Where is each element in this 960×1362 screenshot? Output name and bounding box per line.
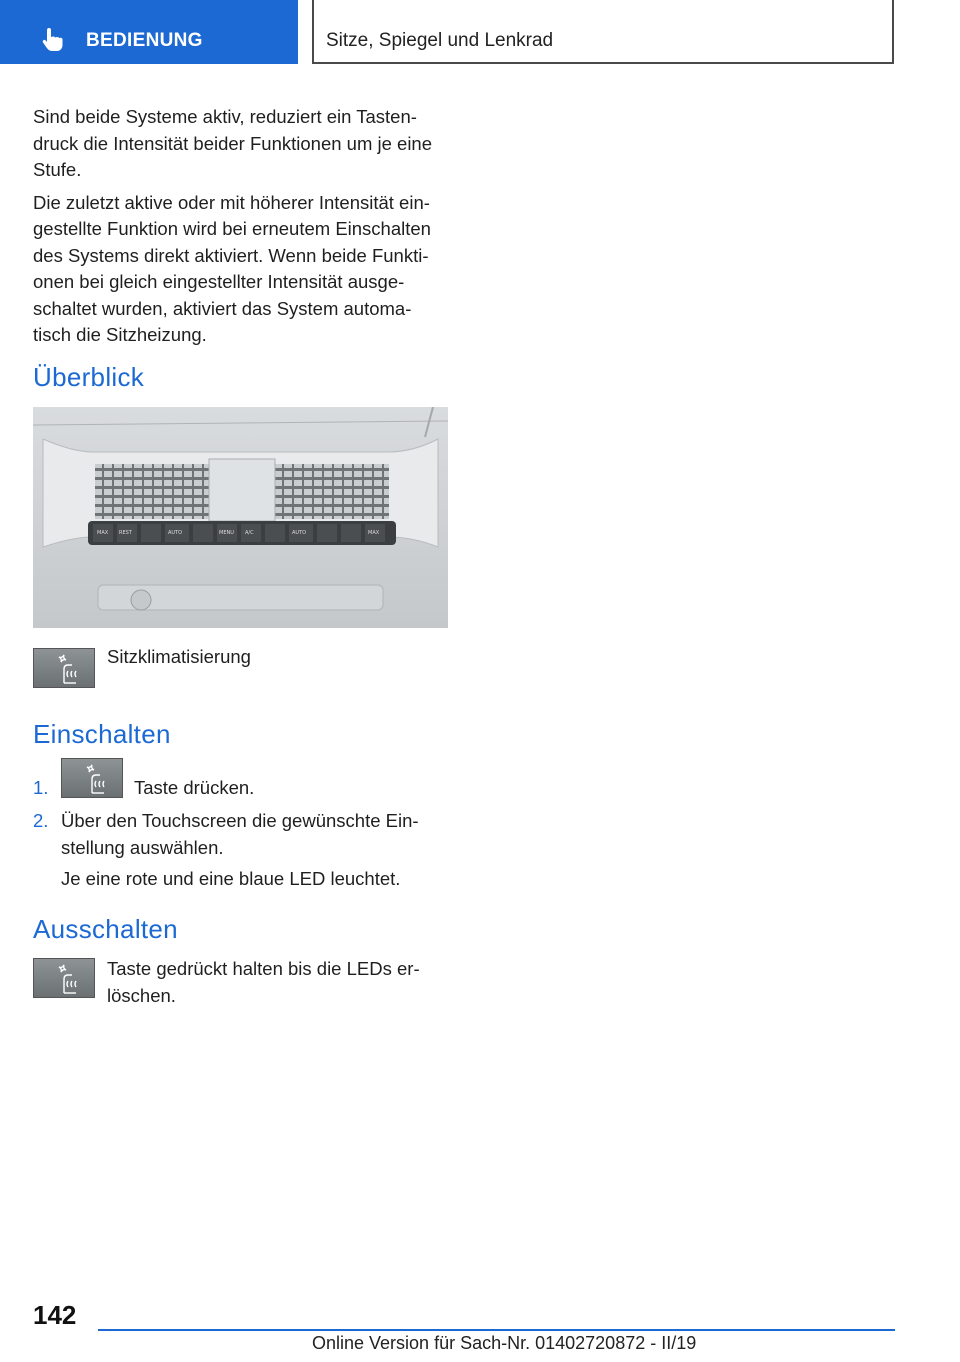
intro-block [33, 104, 449, 349]
footer-rule [98, 1329, 895, 1331]
svg-text:MENU: MENU [219, 530, 234, 536]
intro-paragraph-2: Die zuletzt aktive oder mit höherer Intensität ein‐gestellte Funktion wird bei erneutem Einschalten des Systems direkt aktiviert. Wenn beide Funkti‐onen bei gleich eingestellter Intensität ausge‐schaltet wurden, aktiviert das System automa‐tisch die Sitzheizung. [33, 191, 431, 345]
svg-text:A/C: A/C [245, 530, 254, 536]
switch-off-text: Taste gedrückt halten bis die LEDs er‐löschen. [107, 958, 420, 1006]
chapter-title: Sitze, Spiegel und Lenkrad [326, 30, 554, 51]
icon-caption: Sitzklimatisierung [107, 646, 251, 667]
heading-switch-off: Ausschalten [33, 914, 178, 944]
step-text-2: Über den Touchscreen die gewünschte Ein‐stellung auswählen. [61, 810, 419, 858]
section-tab[interactable] [0, 0, 298, 64]
step-text-1: Taste drücken. [134, 777, 255, 798]
heading-overview: Überblick [33, 362, 145, 392]
chapter-header [312, 0, 894, 64]
seat-ventilation-icon [33, 648, 95, 688]
seat-ventilation-icon [61, 758, 123, 798]
intro-paragraph-1: Sind beide Systeme aktiv, reduziert ein Tasten‐druck die Intensität beider Funktionen um je eine Stufe. [33, 106, 433, 180]
seat-ventilation-icon [33, 958, 95, 998]
step-number-2: 2. [33, 810, 49, 831]
step-note: Je eine rote und eine blaue LED leuchtet. [61, 868, 401, 889]
climate-panel-photo [33, 407, 448, 628]
svg-text:AUTO: AUTO [292, 530, 307, 536]
hand-pointer-icon [40, 26, 66, 52]
heading-switch-on: Einschalten [33, 719, 171, 749]
step-number-1: 1. [33, 777, 49, 798]
section-label: BEDIENUNG [86, 30, 203, 51]
svg-text:MAX: MAX [97, 530, 109, 536]
svg-text:AUTO: AUTO [168, 530, 183, 536]
footer-online-version: Online Version für Sach-Nr. 01402720872 - II/19 [312, 1333, 697, 1353]
svg-text:MAX: MAX [368, 530, 380, 536]
svg-text:REST: REST [119, 530, 132, 536]
page-number: 142 [33, 1300, 77, 1330]
